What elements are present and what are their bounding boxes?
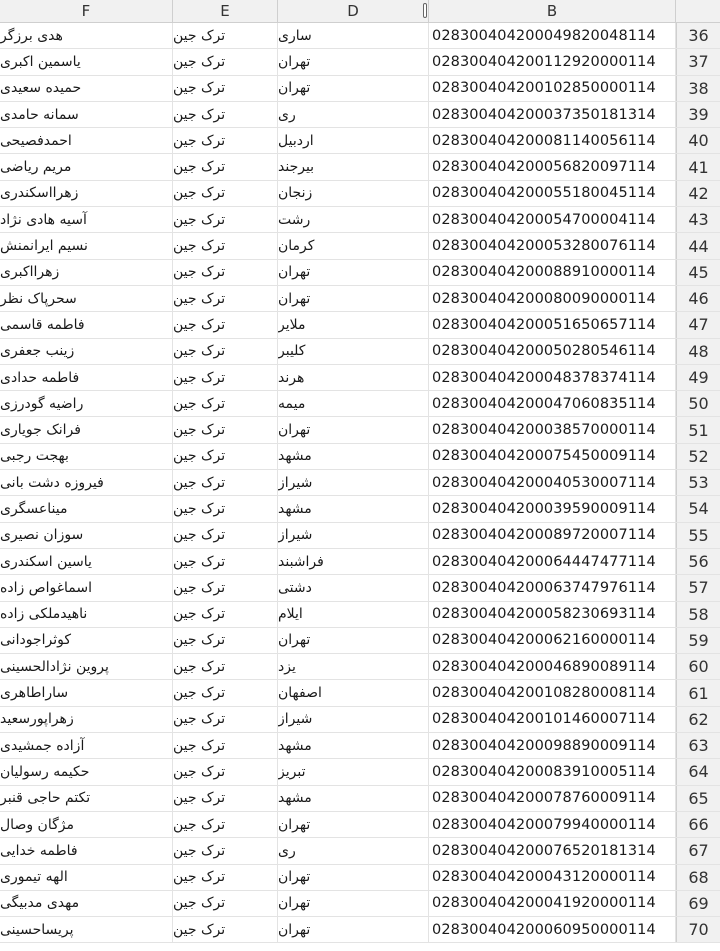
cell-name[interactable]: آسیه هادی نژاد: [0, 207, 173, 232]
cell-city[interactable]: شیراز: [278, 707, 429, 732]
cell-city[interactable]: میمه: [278, 391, 429, 416]
cell-city[interactable]: ایلام: [278, 602, 429, 627]
column-resize-handle[interactable]: [423, 3, 427, 18]
table-row: [0, 154, 720, 180]
cell-product[interactable]: ترک جین: [173, 260, 278, 285]
table-row: [0, 444, 720, 470]
table-row: [0, 602, 720, 628]
cell-city[interactable]: ساری: [278, 23, 429, 48]
cell-name[interactable]: آزاده جمشیدی: [0, 733, 173, 758]
table-row: [0, 23, 720, 49]
cell-name[interactable]: ساراطاهری: [0, 680, 173, 705]
cell-product[interactable]: ترک جین: [173, 49, 278, 74]
cell-product[interactable]: ترک جین: [173, 865, 278, 890]
cell-code[interactable]: 028300404200058230693114: [429, 602, 676, 627]
table-row: [0, 365, 720, 391]
cell-city[interactable]: تهران: [278, 286, 429, 311]
column-header-f[interactable]: F: [0, 0, 173, 22]
cell-name[interactable]: سمانه حامدی: [0, 102, 173, 127]
cell-city[interactable]: تبریز: [278, 759, 429, 784]
cell-product[interactable]: ترک جین: [173, 23, 278, 48]
cell-name[interactable]: حمیده سعیدی: [0, 76, 173, 101]
table-row: [0, 260, 720, 286]
table-row: [0, 707, 720, 733]
row-number[interactable]: 42: [676, 181, 720, 206]
cell-code[interactable]: 028300404200055180045114: [429, 181, 676, 206]
cell-name[interactable]: زهرااسکندری: [0, 181, 173, 206]
cell-code[interactable]: 028300404200102850000114: [429, 76, 676, 101]
row-number[interactable]: 50: [676, 391, 720, 416]
cell-code[interactable]: 028300404200079940000114: [429, 812, 676, 837]
table-row: [0, 523, 720, 549]
cell-name[interactable]: یاسمین اکبری: [0, 49, 173, 74]
cell-product[interactable]: ترک جین: [173, 838, 278, 863]
row-number[interactable]: 63: [676, 733, 720, 758]
table-row: [0, 49, 720, 75]
cell-product[interactable]: ترک جین: [173, 496, 278, 521]
row-number[interactable]: 59: [676, 628, 720, 653]
table-row: [0, 628, 720, 654]
cell-product[interactable]: ترک جین: [173, 233, 278, 258]
cell-product[interactable]: ترک جین: [173, 549, 278, 574]
row-number[interactable]: 58: [676, 602, 720, 627]
cell-code[interactable]: 028300404200089720007114: [429, 523, 676, 548]
cell-code[interactable]: 028300404200098890009114: [429, 733, 676, 758]
table-row: [0, 759, 720, 785]
cell-city[interactable]: تهران: [278, 417, 429, 442]
table-row: [0, 680, 720, 706]
cell-code[interactable]: 028300404200037350181314: [429, 102, 676, 127]
cell-name[interactable]: سوزان نصیری: [0, 523, 173, 548]
cell-city[interactable]: شیراز: [278, 470, 429, 495]
cell-code[interactable]: 028300404200048378374114: [429, 365, 676, 390]
column-header-d[interactable]: D: [278, 0, 429, 22]
cell-product[interactable]: ترک جین: [173, 391, 278, 416]
cell-product[interactable]: ترک جین: [173, 786, 278, 811]
table-row: [0, 181, 720, 207]
cell-name[interactable]: فاطمه حدادی: [0, 365, 173, 390]
cell-code[interactable]: 028300404200041920000114: [429, 891, 676, 916]
cell-code[interactable]: 028300404200088910000114: [429, 260, 676, 285]
table-row: [0, 496, 720, 522]
cell-product[interactable]: ترک جین: [173, 470, 278, 495]
cell-code[interactable]: 028300404200076520181314: [429, 838, 676, 863]
cell-city[interactable]: مشهد: [278, 733, 429, 758]
row-number[interactable]: 67: [676, 838, 720, 863]
row-number[interactable]: 44: [676, 233, 720, 258]
table-row: [0, 891, 720, 917]
cell-code[interactable]: 028300404200039590009114: [429, 496, 676, 521]
row-number[interactable]: 49: [676, 365, 720, 390]
table-row: [0, 917, 720, 943]
cell-name[interactable]: کوثراجودانی: [0, 628, 173, 653]
cell-code[interactable]: 028300404200056820097114: [429, 154, 676, 179]
cell-city[interactable]: بیرجند: [278, 154, 429, 179]
row-number[interactable]: 53: [676, 470, 720, 495]
cell-city[interactable]: کرمان: [278, 233, 429, 258]
row-number[interactable]: 56: [676, 549, 720, 574]
cell-product[interactable]: ترک جین: [173, 365, 278, 390]
cell-name[interactable]: حکیمه رسولیان: [0, 759, 173, 784]
cell-product[interactable]: ترک جین: [173, 680, 278, 705]
cell-name[interactable]: بهجت رجبی: [0, 444, 173, 469]
cell-code[interactable]: 028300404200112920000114: [429, 49, 676, 74]
cell-city[interactable]: رشت: [278, 207, 429, 232]
row-number[interactable]: 41: [676, 154, 720, 179]
cell-city[interactable]: تهران: [278, 260, 429, 285]
row-number[interactable]: 39: [676, 102, 720, 127]
row-number[interactable]: 61: [676, 680, 720, 705]
cell-product[interactable]: ترک جین: [173, 733, 278, 758]
cell-product[interactable]: ترک جین: [173, 707, 278, 732]
cell-name[interactable]: یاسین اسکندری: [0, 549, 173, 574]
table-row: [0, 786, 720, 812]
cell-product[interactable]: ترک جین: [173, 417, 278, 442]
cell-code[interactable]: 028300404200038570000114: [429, 417, 676, 442]
cell-product[interactable]: ترک جین: [173, 102, 278, 127]
cell-code[interactable]: 028300404200101460007114: [429, 707, 676, 732]
row-number[interactable]: 43: [676, 207, 720, 232]
cell-name[interactable]: اسماغواص زاده: [0, 575, 173, 600]
cell-product[interactable]: ترک جین: [173, 602, 278, 627]
cell-name[interactable]: راضیه گودرزی: [0, 391, 173, 416]
cell-code[interactable]: 028300404200064447477114: [429, 549, 676, 574]
cell-name[interactable]: فاطمه قاسمی: [0, 312, 173, 337]
cell-city[interactable]: کلیبر: [278, 339, 429, 364]
cell-code[interactable]: 028300404200053280076114: [429, 233, 676, 258]
cell-name[interactable]: زهراپورسعید: [0, 707, 173, 732]
cell-code[interactable]: 028300404200108280008114: [429, 680, 676, 705]
row-number[interactable]: 69: [676, 891, 720, 916]
cell-city[interactable]: زنجان: [278, 181, 429, 206]
cell-name[interactable]: زهرااکبری: [0, 260, 173, 285]
cell-name[interactable]: زینب جعفری: [0, 339, 173, 364]
cell-city[interactable]: هرند: [278, 365, 429, 390]
cell-product[interactable]: ترک جین: [173, 575, 278, 600]
row-number[interactable]: 52: [676, 444, 720, 469]
table-row: [0, 865, 720, 891]
corner-header: [676, 0, 720, 22]
cell-product[interactable]: ترک جین: [173, 917, 278, 942]
table-row: [0, 812, 720, 838]
row-number[interactable]: 68: [676, 865, 720, 890]
cell-city[interactable]: مشهد: [278, 444, 429, 469]
cell-product[interactable]: ترک جین: [173, 812, 278, 837]
cell-name[interactable]: نسیم ایرانمنش: [0, 233, 173, 258]
cell-code[interactable]: 028300404200078760009114: [429, 786, 676, 811]
cell-product[interactable]: ترک جین: [173, 312, 278, 337]
table-row: [0, 733, 720, 759]
table-row: [0, 102, 720, 128]
cell-city[interactable]: تهران: [278, 76, 429, 101]
cell-city[interactable]: اردبیل: [278, 128, 429, 153]
table-row: [0, 339, 720, 365]
cell-product[interactable]: ترک جین: [173, 286, 278, 311]
cell-product[interactable]: ترک جین: [173, 523, 278, 548]
cell-name[interactable]: پریساحسینی: [0, 917, 173, 942]
cell-city[interactable]: دشتی: [278, 575, 429, 600]
cell-code[interactable]: 028300404200063747976114: [429, 575, 676, 600]
table-row: [0, 417, 720, 443]
cell-product[interactable]: ترک جین: [173, 628, 278, 653]
cell-code[interactable]: 028300404200047060835114: [429, 391, 676, 416]
cell-name[interactable]: مژگان وصال: [0, 812, 173, 837]
cell-city[interactable]: تهران: [278, 49, 429, 74]
cell-name[interactable]: فیروزه دشت بانی: [0, 470, 173, 495]
cell-city[interactable]: مشهد: [278, 786, 429, 811]
row-number[interactable]: 47: [676, 312, 720, 337]
cell-city[interactable]: فراشبند: [278, 549, 429, 574]
cell-product[interactable]: ترک جین: [173, 339, 278, 364]
column-header-bar: [0, 0, 720, 23]
cell-city[interactable]: تهران: [278, 628, 429, 653]
row-number[interactable]: 38: [676, 76, 720, 101]
cell-product[interactable]: ترک جین: [173, 76, 278, 101]
cell-name[interactable]: سحرپاک نظر: [0, 286, 173, 311]
cell-name[interactable]: مریم ریاضی: [0, 154, 173, 179]
cell-city[interactable]: ملایر: [278, 312, 429, 337]
cell-code[interactable]: 028300404200080090000114: [429, 286, 676, 311]
cell-product[interactable]: ترک جین: [173, 207, 278, 232]
cell-product[interactable]: ترک جین: [173, 154, 278, 179]
table-row: [0, 391, 720, 417]
cell-code[interactable]: 028300404200060950000114: [429, 917, 676, 942]
table-row: [0, 128, 720, 154]
row-number[interactable]: 60: [676, 654, 720, 679]
spreadsheet-grid: [0, 23, 720, 943]
row-number[interactable]: 64: [676, 759, 720, 784]
table-row: [0, 838, 720, 864]
table-row: [0, 233, 720, 259]
row-number[interactable]: 45: [676, 260, 720, 285]
cell-code[interactable]: 028300404200051650657114: [429, 312, 676, 337]
cell-city[interactable]: شیراز: [278, 523, 429, 548]
cell-name[interactable]: پروین نژادالحسینی: [0, 654, 173, 679]
cell-code[interactable]: 028300404200043120000114: [429, 865, 676, 890]
cell-city[interactable]: تهران: [278, 917, 429, 942]
row-number[interactable]: 54: [676, 496, 720, 521]
cell-name[interactable]: هدی برزگر: [0, 23, 173, 48]
cell-name[interactable]: فرانک جویاری: [0, 417, 173, 442]
cell-city[interactable]: ری: [278, 838, 429, 863]
cell-code[interactable]: 028300404200083910005114: [429, 759, 676, 784]
cell-name[interactable]: الهه تیموری: [0, 865, 173, 890]
row-number[interactable]: 37: [676, 49, 720, 74]
cell-name[interactable]: فاطمه خدایی: [0, 838, 173, 863]
row-number[interactable]: 46: [676, 286, 720, 311]
table-row: [0, 654, 720, 680]
cell-city[interactable]: اصفهان: [278, 680, 429, 705]
cell-city[interactable]: ری: [278, 102, 429, 127]
cell-name[interactable]: احمدفصیحی: [0, 128, 173, 153]
cell-code[interactable]: 028300404200049820048114: [429, 23, 676, 48]
cell-name[interactable]: میناعسگری: [0, 496, 173, 521]
cell-product[interactable]: ترک جین: [173, 891, 278, 916]
row-number[interactable]: 70: [676, 917, 720, 942]
cell-name[interactable]: تکتم حاجی قنبر: [0, 786, 173, 811]
row-number[interactable]: 48: [676, 339, 720, 364]
cell-city[interactable]: مشهد: [278, 496, 429, 521]
row-number[interactable]: 55: [676, 523, 720, 548]
cell-code[interactable]: 028300404200081140056114: [429, 128, 676, 153]
cell-product[interactable]: ترک جین: [173, 181, 278, 206]
cell-code[interactable]: 028300404200046890089114: [429, 654, 676, 679]
cell-code[interactable]: 028300404200075450009114: [429, 444, 676, 469]
row-number[interactable]: 57: [676, 575, 720, 600]
table-row: [0, 286, 720, 312]
cell-name[interactable]: مهدی مدبیگی: [0, 891, 173, 916]
row-number[interactable]: 51: [676, 417, 720, 442]
cell-city[interactable]: تهران: [278, 891, 429, 916]
table-row: [0, 549, 720, 575]
cell-code[interactable]: 028300404200050280546114: [429, 339, 676, 364]
cell-code[interactable]: 028300404200054700004114: [429, 207, 676, 232]
column-header-b[interactable]: B: [429, 0, 676, 22]
cell-name[interactable]: ناهیدملکی زاده: [0, 602, 173, 627]
table-row: [0, 575, 720, 601]
row-number[interactable]: 65: [676, 786, 720, 811]
table-row: [0, 207, 720, 233]
row-number[interactable]: 62: [676, 707, 720, 732]
table-row: [0, 312, 720, 338]
cell-product[interactable]: ترک جین: [173, 444, 278, 469]
cell-code[interactable]: 028300404200062160000114: [429, 628, 676, 653]
cell-city[interactable]: یزد: [278, 654, 429, 679]
cell-product[interactable]: ترک جین: [173, 654, 278, 679]
table-row: [0, 76, 720, 102]
cell-code[interactable]: 028300404200040530007114: [429, 470, 676, 495]
row-number[interactable]: 36: [676, 23, 720, 48]
cell-product[interactable]: ترک جین: [173, 759, 278, 784]
row-number[interactable]: 40: [676, 128, 720, 153]
column-header-e[interactable]: E: [173, 0, 278, 22]
cell-city[interactable]: تهران: [278, 812, 429, 837]
row-number[interactable]: 66: [676, 812, 720, 837]
table-row: [0, 470, 720, 496]
cell-product[interactable]: ترک جین: [173, 128, 278, 153]
cell-city[interactable]: تهران: [278, 865, 429, 890]
